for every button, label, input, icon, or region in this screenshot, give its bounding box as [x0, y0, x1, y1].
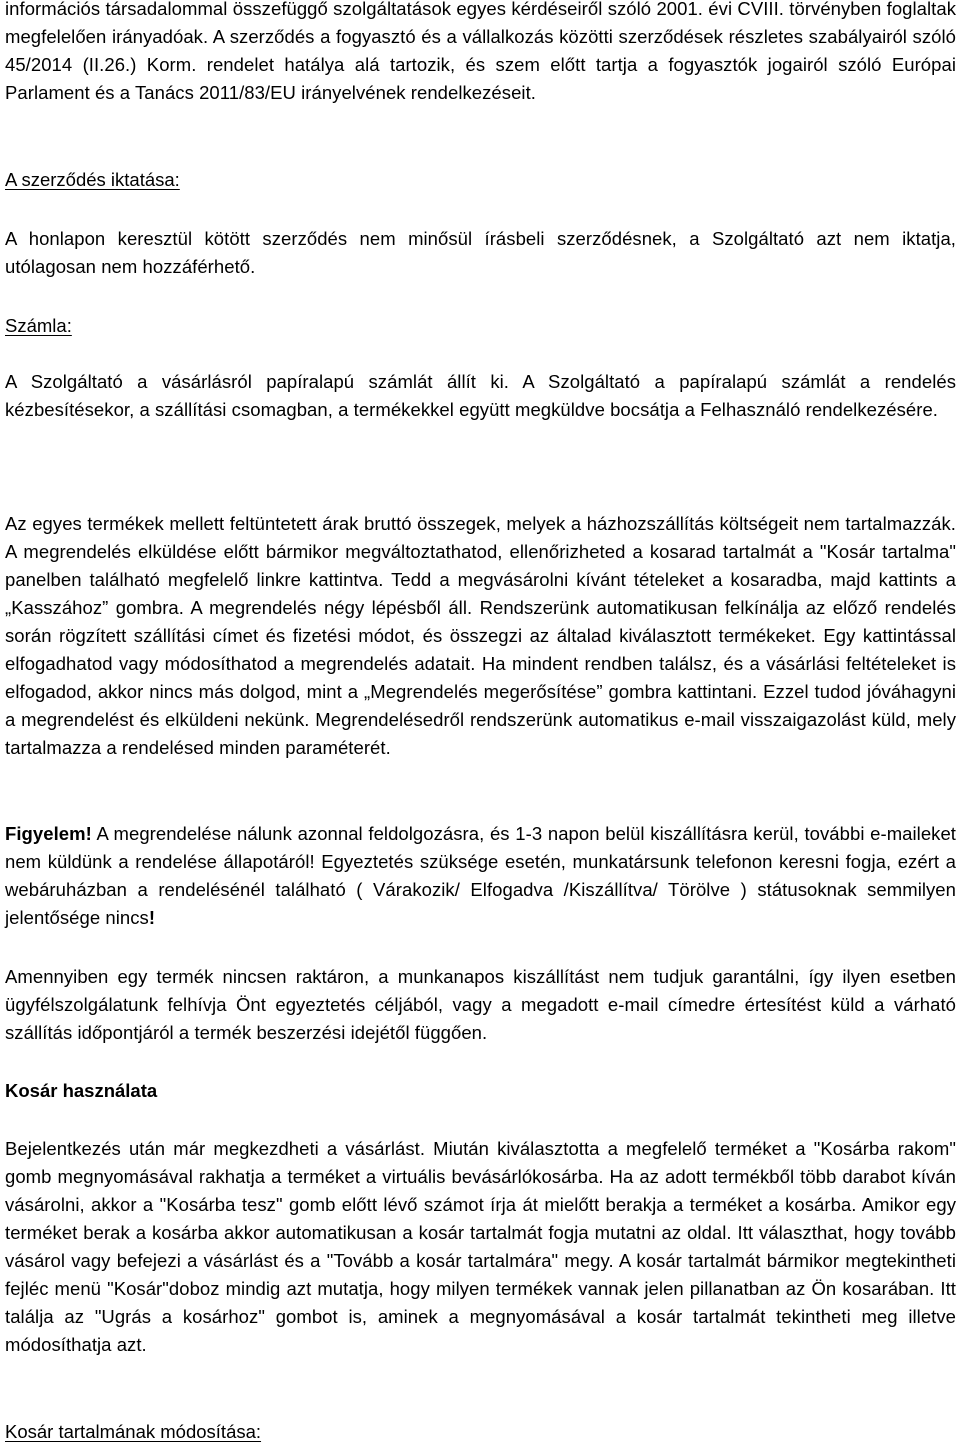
filing-paragraph: A honlapon keresztül kötött szerződés nem minősül írásbeli szerződésnek, a Szolgáltató azt nem iktatja, utólagosan nem hozzáférhető.	[5, 228, 956, 277]
attention-end-mark: !	[148, 907, 156, 928]
filing-heading: A szerződés iktatása:	[5, 169, 180, 190]
intro-paragraph: információs társadalommal összefüggő szolgáltatások egyes kérdéseiről szóló 2001. évi CVIII. törvényben foglaltak megfelelően irányadóak. A szerződés a fogyasztó és a vállalkozás közötti szerződések részletes szabályairól szóló 45/2014 (II.26.) Korm. rendelet hatálya alá tartozik, és szem előtt tartja a fogyasztók jogairól szóló Európai Parlament és a Tanács 2011/83/EU irányelvének rendelkezéseit.	[5, 0, 956, 103]
attention-paragraph	[5, 820, 956, 932]
invoice-paragraph: A Szolgáltató a vásárlásról papíralapú számlát állít ki. A Szolgáltató a papíralapú számlát a rendelés kézbesítésekor, a szállítási csomagban, a termékekkel együtt megküldve bocsátja a Felhasználó rendelkezésére.	[5, 371, 956, 420]
attention-label: Figyelem!	[5, 823, 92, 844]
invoice-heading: Számla:	[5, 315, 72, 336]
attention-text: A megrendelése nálunk azonnal feldolgozásra, és 1-3 napon belül kiszállításra kerül, további e-maileket nem küldünk a rendelése állapotáról! Egyeztetés szüksége esetén, munkatársunk telefonon keresni fogja, ezért a webáruházban a rendelésénél található ( Várakozik/ Elfogadva /Kiszállítva/ Törölve ) státusoknak semmilyen jelentősége nincs	[5, 823, 956, 928]
ordering-paragraph: Az egyes termékek mellett feltüntetett árak bruttó összegek, melyek a házhozszállítás költségeit nem tartalmazzák. A megrendelés elküldése előtt bármikor megváltoztathatod, ellenőrizheted a kosarad tartalmát a "Kosár tartalma" panelben található megfelelő linkre kattintva. Tedd a megvásárolni kívánt tételeket a kosaradba, majd kattints a „Kasszához” gombra. A megrendelés négy lépésből áll. Rendszerünk automatikusan felkínálja az előző rendelés során rögzített szállítási címet és fizetési módot, és összegzi az általad kiválasztott termékeket. Egy kattintással elfogadhatod vagy módosíthatod a megrendelés adatait. Ha mindent rendben találsz, és a vásárlási feltételeket is elfogadod, akkor nincs más dolgod, mint a „Megrendelés megerősítése” gombra kattintani. Ezzel tudod jóváhagyni a megrendelést és elküldeni nekünk. Megrendelésedről rendszerünk automatikus e-mail visszaigazolást küld, mely tartalmazza a rendelésed minden paraméterét.	[5, 513, 956, 758]
stock-paragraph: Amennyiben egy termék nincsen raktáron, a munkanapos kiszállítást nem tudjuk garantálni, így ilyen esetben ügyfélszolgálatunk felhívja Önt egyeztetés céljából, vagy a megadott e-mail címedre értesítést küld a várható szállítás időpontjáról a termék beszerzési idejétől függően.	[5, 966, 956, 1043]
cart-usage-paragraph: Bejelentkezés után már megkezdheti a vásárlást. Miután kiválasztotta a megfelelő terméket a "Kosárba rakom" gomb megnyomásával rakhatja a terméket a virtuális bevásárlókosárba. Ha az adott termékből több darabot kíván vásárolni, akkor a "Kosárba tesz" gomb előtt lévő számot írja át mielőtt berakja a terméket a kosárba. Amikor egy terméket berak a kosárba akkor automatikusan a kosár tartalmát fogja mutatni az oldal. Itt választhat, hogy tovább vásárol vagy befejezi a vásárlást és a "Tovább a kosár tartalmára" megy. A kosár tartalmát bármikor megtekintheti fejléc menü "Kosár"doboz mindig azt mutatja, hogy milyen termékek vannak jelen pillanatban az Ön kosarában. Itt találja az "Ugrás a kosárhoz" gombot is, aminek a megnyomásával a kosár tartalmát tekintheti meg illetve módosíthatja azt.	[5, 1138, 956, 1355]
cart-usage-heading: Kosár használata	[5, 1080, 158, 1101]
cart-modify-heading: Kosár tartalmának módosítása:	[5, 1421, 262, 1442]
